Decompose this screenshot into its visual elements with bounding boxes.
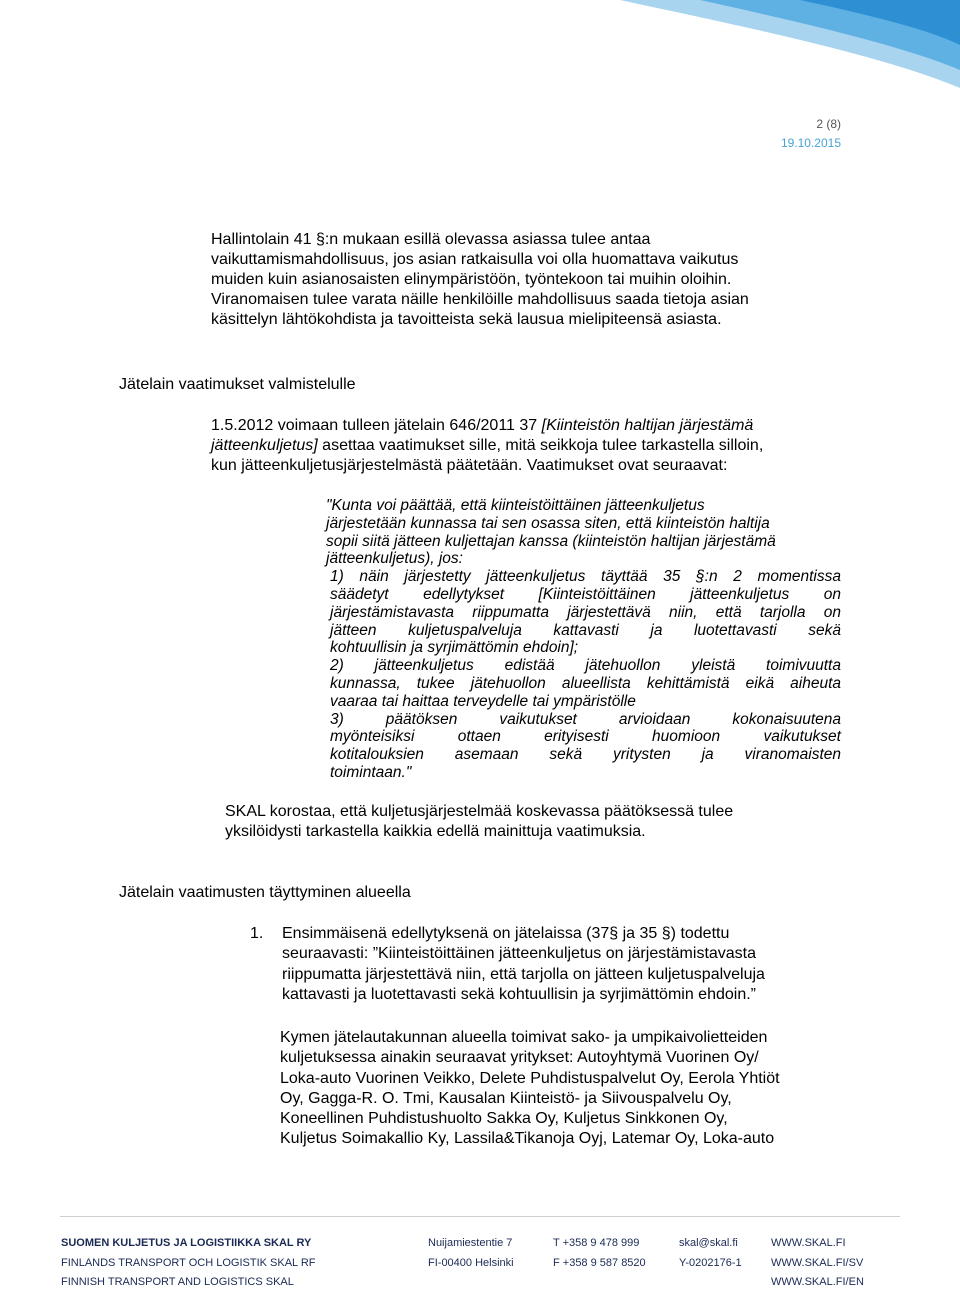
paragraph-companies <box>280 1028 880 1150</box>
text-run: asettaa vaatimukset sille, mitä seikkoja tulee tarkastella silloin, <box>317 437 764 454</box>
text-line: Loka-auto Vuorinen Veikko, Delete Puhdistuspalvelut Oy, Eerola Yhtiöt <box>280 1069 780 1087</box>
paragraph-administrative-law <box>211 230 851 330</box>
quote-line: 1) näin järjestetty jätteenkuljetus täyttää 35 §:n 2 momentissa <box>330 568 841 586</box>
footer-city: FI-00400 Helsinki <box>428 1257 514 1269</box>
quote-line: sopii siitä jätteen kuljettajan kanssa (kiinteistön haltijan järjestämä <box>326 532 776 550</box>
quote-line: myönteisiksi ottaen erityisesti huomioon vaikutukset <box>330 728 841 746</box>
quote-line: järjestämistavasta riippumatta järjestettävä niin, että tarjolla on <box>330 603 841 621</box>
text-line: SKAL korostaa, että kuljetusjärjestelmää koskevassa päätöksessä tulee <box>225 803 734 820</box>
quote-line: 2) jätteenkuljetus edistää jätehuollon yleistä toimivuutta <box>330 657 841 675</box>
quote-line: jätteen kuljetuspalveluja kattavasti ja luotettavasti sekä <box>330 621 841 639</box>
text-line: vaikuttamismahdollisuus, jos asian ratkaisulla voi olla huomattava vaikutus <box>211 251 739 268</box>
footer-web-sv-link[interactable]: WWW.SKAL.FI/SV <box>771 1257 864 1269</box>
quote-line: 3) päätöksen vaikutukset arvioidaan kokonaisuutena <box>330 710 841 728</box>
text-line: Hallintolain 41 §:n mukaan esillä olevassa asiassa tulee antaa <box>211 231 651 248</box>
quote-line: "Kunta voi päättää, että kiinteistöittäinen jätteenkuljetus <box>326 497 705 514</box>
quote-line: kotitalouksien asemaan sekä yritysten ja viranomaisten <box>330 746 841 764</box>
list-number: 1. <box>250 925 264 942</box>
quote-line: kohtuullisin ja syrjimättömin ehdoin]; <box>330 639 579 657</box>
text-line: Oy, Gagga-R. O. Tmi, Kausalan Kiinteistö- ja Siivouspalvelu Oy, <box>280 1089 732 1107</box>
footer-email-link[interactable]: skal@skal.fi <box>679 1237 738 1249</box>
header-swoosh-decoration <box>0 0 960 90</box>
text-run-italic: [Kiinteistön haltijan järjestämä <box>541 417 754 434</box>
quote-line: toimintaan." <box>330 763 412 781</box>
page-number: 2 (8) <box>816 117 841 131</box>
text-line: riippumatta järjestettävä niin, että tarjolla on jätteen kuljetuspalveluja <box>282 965 765 983</box>
text-line: Viranomaisen tulee varata näille henkilöille mahdollisuus saada tietoja asian <box>211 291 749 308</box>
text-line: muiden kuin asianosaisten elinympäristöön, työntekoon tai muihin oloihin. <box>211 271 732 288</box>
quote-line: säädetyt edellytykset [Kiinteistöittäinen jätteenkuljetus on <box>330 585 841 603</box>
quote-line: vaaraa tai haittaa terveydelle tai ympäristölle <box>330 692 636 710</box>
quote-line: jätteenkuljetus), jos: <box>326 550 463 568</box>
text-run: 1.5.2012 voimaan tulleen jätelain 646/2011 37 <box>211 417 542 434</box>
text-line: kattavasti ja luotettavasti sekä kohtuullisin ja syrjimättömin ehdoin.” <box>282 985 756 1003</box>
text-line: yksilöidysti tarkastella kaikkia edellä mainittuja vaatimuksia. <box>225 823 646 840</box>
text-line: Kuljetus Soimakallio Ky, Lassila&Tikanoja Oyj, Latemar Oy, Loka-auto <box>280 1130 775 1148</box>
text-line: Ensimmäisenä edellytyksenä on jätelaissa (37§ ja 35 §) todettu <box>282 925 730 942</box>
legal-quote-block <box>326 497 841 782</box>
text-line <box>211 436 851 456</box>
text-line: Koneellinen Puhdistushuolto Sakka Oy, Kuljetus Sinkkonen Oy, <box>280 1110 728 1128</box>
text-line: käsittelyn lähtökohdista ja tavoitteista sekä lausua mielipiteensä asiasta. <box>211 311 722 328</box>
section-heading-requirements: Jätelain vaatimukset valmistelulle <box>119 376 356 393</box>
footer-phone: T +358 9 478 999 <box>553 1237 640 1249</box>
footer-web-fi-link[interactable]: WWW.SKAL.FI <box>771 1237 846 1249</box>
footer-street: Nuijamiestentie 7 <box>428 1237 513 1249</box>
paragraph-skal-emphasis <box>225 802 845 842</box>
footer-divider <box>60 1216 900 1217</box>
text-line: Kymen jätelautakunnan alueella toimivat sako- ja umpikaivolietteiden <box>280 1029 768 1046</box>
footer-org-en: FINNISH TRANSPORT AND LOGISTICS SKAL <box>61 1276 294 1288</box>
footer-org-fi: SUOMEN KULJETUS JA LOGISTIIKKA SKAL RY <box>61 1237 312 1249</box>
footer-fax: F +358 9 587 8520 <box>553 1257 646 1269</box>
section-heading-fulfilment: Jätelain vaatimusten täyttyminen alueella <box>119 884 411 901</box>
footer-org-sv: FINLANDS TRANSPORT OCH LOGISTIK SKAL RF <box>61 1257 316 1269</box>
quote-line: järjestetään kunnassa tai sen osassa siten, että kiinteistön haltija <box>326 514 770 532</box>
page-header-meta <box>781 115 841 153</box>
text-line <box>211 416 851 436</box>
paragraph-waste-act <box>211 416 851 476</box>
text-line: seuraavasti: ”Kiinteistöittäinen jätteenkuljetus on järjestämistavasta <box>282 945 757 963</box>
text-line: kun jätteenkuljetusjärjestelmästä päätetään. Vaatimukset ovat seuraavat: <box>211 457 728 474</box>
footer-web-en-link[interactable]: WWW.SKAL.FI/EN <box>771 1276 864 1288</box>
text-run-italic: jätteenkuljetus] <box>211 437 318 454</box>
quote-line: kunnassa, tukee jätehuollon alueellista kehittämistä eikä aiheuta <box>330 674 841 692</box>
document-date: 19.10.2015 <box>780 136 841 150</box>
footer-business-id: Y-0202176-1 <box>679 1257 742 1269</box>
numbered-list-item <box>250 924 810 1005</box>
text-line: kuljetuksessa ainakin seuraavat yritykset: Autoyhtymä Vuorinen Oy/ <box>280 1049 759 1067</box>
